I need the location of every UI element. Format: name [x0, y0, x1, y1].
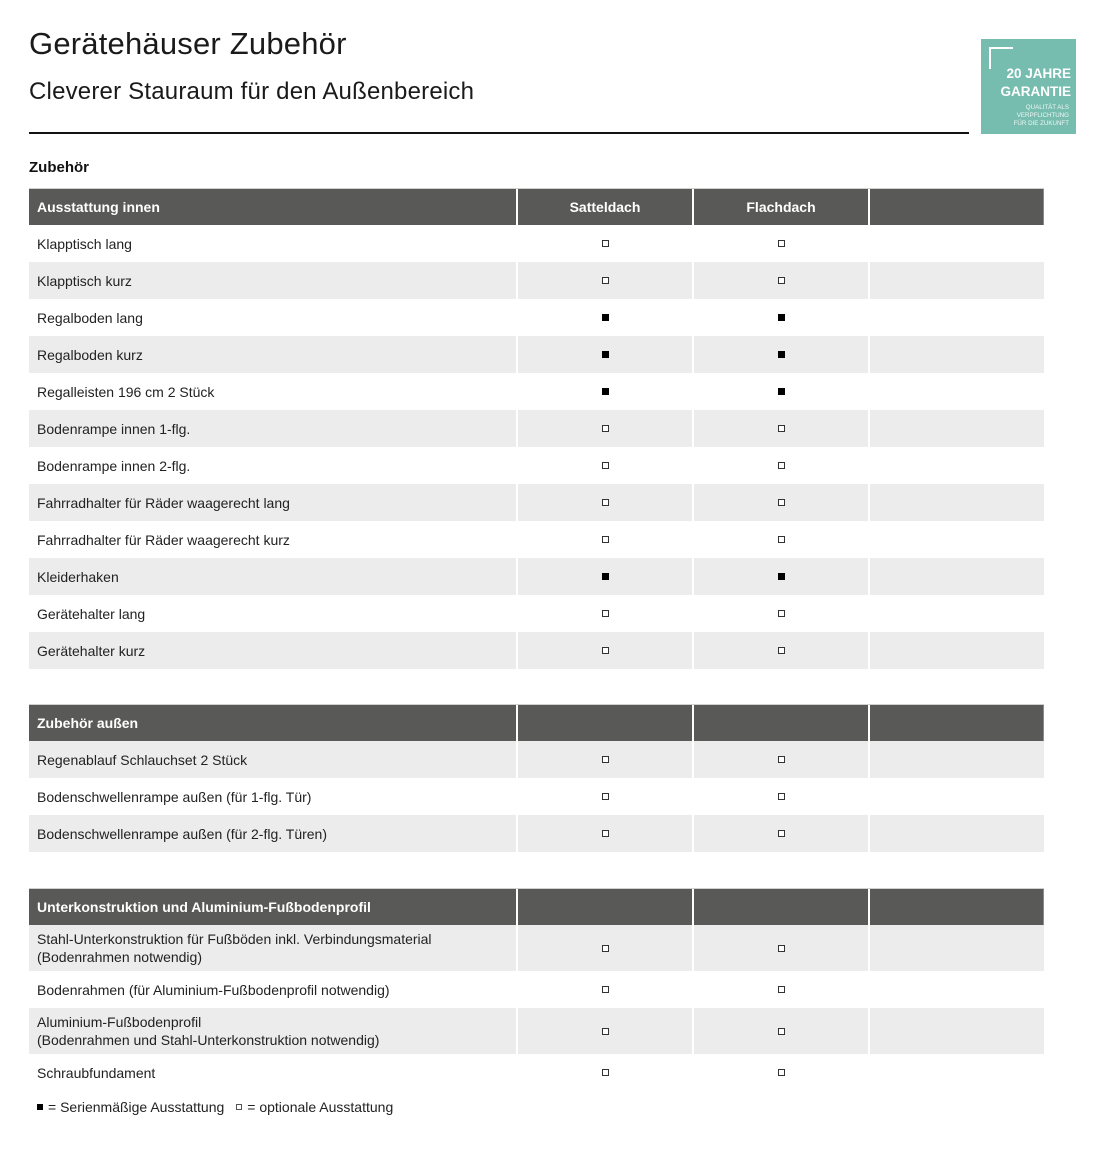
cell-flachdach [692, 1008, 868, 1054]
cell-flachdach [692, 971, 868, 1008]
badge-tagline-1: QUALITÄT ALS [1025, 104, 1069, 111]
empty-square-icon [602, 462, 609, 469]
cell-empty [868, 1054, 1044, 1091]
cell-flachdach [692, 484, 868, 521]
table-row [29, 632, 1044, 669]
table-row [29, 373, 1044, 410]
filled-square-icon [778, 573, 785, 580]
row-label [29, 815, 516, 852]
empty-square-icon [602, 793, 609, 800]
cell-satteldach [516, 778, 692, 815]
row-label-text: Schraubfundament [37, 1064, 156, 1081]
legend-standard: = Serienmäßige Ausstattung [48, 1099, 225, 1115]
filled-square-icon [602, 573, 609, 580]
badge-line-2: GARANTIE [1000, 84, 1071, 99]
row-label-text: Bodenschwellenrampe außen (für 1-flg. Tür) [37, 788, 312, 805]
row-label-text: Bodenrampe innen 1-flg. [37, 420, 191, 437]
cell-satteldach [516, 410, 692, 447]
cell-satteldach [516, 741, 692, 778]
badge-tagline-2: VERPFLICHTUNG [1016, 112, 1069, 119]
cell-empty [868, 336, 1044, 373]
table-row [29, 336, 1044, 373]
filled-square-icon [602, 351, 609, 358]
row-label-text: Bodenschwellenrampe außen (für 2-flg. Türen) [37, 825, 328, 842]
empty-square-icon [602, 830, 609, 837]
cell-empty [868, 373, 1044, 410]
empty-square-icon [778, 647, 785, 654]
row-label-text: Klapptisch lang [37, 235, 132, 252]
table-row [29, 299, 1044, 336]
table-row [29, 484, 1044, 521]
column-header-empty [692, 889, 868, 925]
row-label-text: Klapptisch kurz [37, 272, 132, 289]
cell-empty [868, 484, 1044, 521]
empty-square-icon [602, 986, 609, 993]
cell-flachdach [692, 632, 868, 669]
page-title: Gerätehäuser Zubehör [29, 26, 347, 61]
table-heading: Zubehör außen [37, 715, 139, 731]
table-row [29, 521, 1044, 558]
table-row [29, 1008, 1044, 1054]
cell-flachdach [692, 778, 868, 815]
empty-square-icon [778, 756, 785, 763]
table-row [29, 741, 1044, 778]
legend [37, 1099, 393, 1115]
row-label [29, 262, 516, 299]
cell-satteldach [516, 447, 692, 484]
header-divider [29, 132, 969, 134]
empty-square-icon [602, 499, 609, 506]
cell-flachdach [692, 741, 868, 778]
warranty-badge [981, 39, 1076, 134]
column-header-satteldach: Satteldach [516, 189, 692, 225]
table-row [29, 595, 1044, 632]
cell-flachdach [692, 521, 868, 558]
cell-flachdach [692, 815, 868, 852]
row-label [29, 373, 516, 410]
row-label [29, 741, 516, 778]
cell-flachdach [692, 299, 868, 336]
cell-flachdach [692, 262, 868, 299]
empty-square-icon [236, 1104, 242, 1110]
empty-square-icon [602, 425, 609, 432]
row-label-text: Regenablauf Schlauchset 2 Stück [37, 751, 248, 768]
filled-square-icon [602, 314, 609, 321]
row-label-text: Fahrradhalter für Räder waagerecht kurz [37, 531, 290, 548]
table-ausstattung-innen [29, 188, 1044, 669]
row-label-text: Bodenrahmen (für Aluminium-Fußbodenprofil notwendig) [37, 981, 390, 998]
table-heading: Unterkonstruktion und Aluminium-Fußbodenprofil [37, 899, 371, 915]
cell-empty [868, 521, 1044, 558]
cell-flachdach [692, 373, 868, 410]
badge-line-1: 20 JAHRE [1006, 66, 1071, 81]
empty-square-icon [602, 945, 609, 952]
table-row [29, 225, 1044, 262]
cell-satteldach [516, 299, 692, 336]
empty-square-icon [778, 277, 785, 284]
cell-satteldach [516, 632, 692, 669]
table-row [29, 558, 1044, 595]
row-label-text: Regalboden kurz [37, 346, 143, 363]
cell-satteldach [516, 815, 692, 852]
row-label [29, 595, 516, 632]
filled-square-icon [602, 388, 609, 395]
cell-empty [868, 299, 1044, 336]
badge-tagline [1014, 104, 1069, 128]
cell-empty [868, 1008, 1044, 1054]
cell-flachdach [692, 447, 868, 484]
table-zubehoer-aussen [29, 704, 1044, 852]
row-label [29, 1008, 516, 1054]
row-label-note: (Bodenrahmen und Stahl-Unterkonstruktion notwendig) [37, 1032, 380, 1048]
cell-flachdach [692, 595, 868, 632]
cell-satteldach [516, 1054, 692, 1091]
empty-square-icon [778, 240, 785, 247]
empty-square-icon [602, 536, 609, 543]
cell-satteldach [516, 595, 692, 632]
column-header-empty [868, 189, 1044, 225]
cell-empty [868, 262, 1044, 299]
row-label-text: Bodenrampe innen 2-flg. [37, 457, 191, 474]
table-row [29, 262, 1044, 299]
empty-square-icon [602, 1028, 609, 1035]
empty-square-icon [778, 1069, 785, 1076]
row-label [29, 299, 516, 336]
cell-flachdach [692, 410, 868, 447]
empty-square-icon [778, 499, 785, 506]
column-header-empty [516, 705, 692, 741]
column-header-empty [692, 705, 868, 741]
row-label [29, 484, 516, 521]
filled-square-icon [778, 351, 785, 358]
cell-empty [868, 741, 1044, 778]
table-row [29, 971, 1044, 1008]
table-header-row [29, 188, 1044, 225]
row-label-text: Regalboden lang [37, 309, 143, 326]
cell-satteldach [516, 336, 692, 373]
empty-square-icon [602, 1069, 609, 1076]
filled-square-icon [778, 314, 785, 321]
row-label [29, 558, 516, 595]
cell-flachdach [692, 225, 868, 262]
cell-satteldach [516, 925, 692, 971]
filled-square-icon [37, 1104, 43, 1110]
empty-square-icon [778, 830, 785, 837]
row-label [29, 778, 516, 815]
cell-flachdach [692, 1054, 868, 1091]
row-label-text: Gerätehalter lang [37, 605, 146, 622]
column-header-empty [868, 889, 1044, 925]
table-row [29, 447, 1044, 484]
empty-square-icon [778, 536, 785, 543]
column-header-flachdach: Flachdach [692, 189, 868, 225]
row-label-text: Aluminium-Fußbodenprofil [37, 1014, 202, 1030]
cell-empty [868, 225, 1044, 262]
section-label: Zubehör [29, 159, 89, 176]
row-label [29, 410, 516, 447]
empty-square-icon [778, 610, 785, 617]
row-label [29, 225, 516, 262]
table-row [29, 1054, 1044, 1091]
empty-square-icon [778, 986, 785, 993]
table-row [29, 410, 1044, 447]
table-row [29, 925, 1044, 971]
row-label [29, 336, 516, 373]
table-row [29, 815, 1044, 852]
empty-square-icon [778, 793, 785, 800]
cell-empty [868, 971, 1044, 1008]
cell-empty [868, 558, 1044, 595]
empty-square-icon [602, 240, 609, 247]
cell-satteldach [516, 971, 692, 1008]
empty-square-icon [602, 647, 609, 654]
row-label-text: Regalleisten 196 cm 2 Stück [37, 383, 215, 400]
table-heading: Ausstattung innen [37, 199, 160, 215]
cell-satteldach [516, 558, 692, 595]
row-label [29, 521, 516, 558]
table-header-row [29, 704, 1044, 741]
empty-square-icon [778, 1028, 785, 1035]
table-row [29, 778, 1044, 815]
row-label [29, 925, 516, 971]
cell-satteldach [516, 225, 692, 262]
cell-empty [868, 925, 1044, 971]
page-subtitle: Cleverer Stauraum für den Außenbereich [29, 78, 475, 105]
cell-satteldach [516, 484, 692, 521]
cell-satteldach [516, 373, 692, 410]
row-label-note: (Bodenrahmen notwendig) [37, 949, 202, 965]
legend-optional: = optionale Ausstattung [247, 1099, 394, 1115]
empty-square-icon [602, 756, 609, 763]
column-header-empty [868, 705, 1044, 741]
badge-tagline-3: FÜR DIE ZUKUNFT [1013, 120, 1069, 127]
table-unterkonstruktion [29, 888, 1044, 1091]
empty-square-icon [778, 945, 785, 952]
cell-empty [868, 447, 1044, 484]
empty-square-icon [602, 277, 609, 284]
cell-flachdach [692, 925, 868, 971]
column-header-empty [516, 889, 692, 925]
cell-empty [868, 815, 1044, 852]
cell-empty [868, 778, 1044, 815]
row-label [29, 1054, 516, 1091]
cell-satteldach [516, 521, 692, 558]
table-header-row [29, 888, 1044, 925]
row-label [29, 447, 516, 484]
cell-flachdach [692, 336, 868, 373]
row-label-text: Kleiderhaken [37, 568, 119, 585]
row-label-text: Fahrradhalter für Räder waagerecht lang [37, 494, 290, 511]
row-label-text: Stahl-Unterkonstruktion für Fußböden inkl. Verbindungsmaterial [37, 931, 432, 947]
cell-satteldach [516, 1008, 692, 1054]
row-label [29, 971, 516, 1008]
cell-empty [868, 410, 1044, 447]
filled-square-icon [778, 388, 785, 395]
row-label-text: Gerätehalter kurz [37, 642, 146, 659]
cell-flachdach [692, 558, 868, 595]
row-label [29, 632, 516, 669]
cell-empty [868, 632, 1044, 669]
cell-empty [868, 595, 1044, 632]
empty-square-icon [602, 610, 609, 617]
empty-square-icon [778, 425, 785, 432]
cell-satteldach [516, 262, 692, 299]
empty-square-icon [778, 462, 785, 469]
